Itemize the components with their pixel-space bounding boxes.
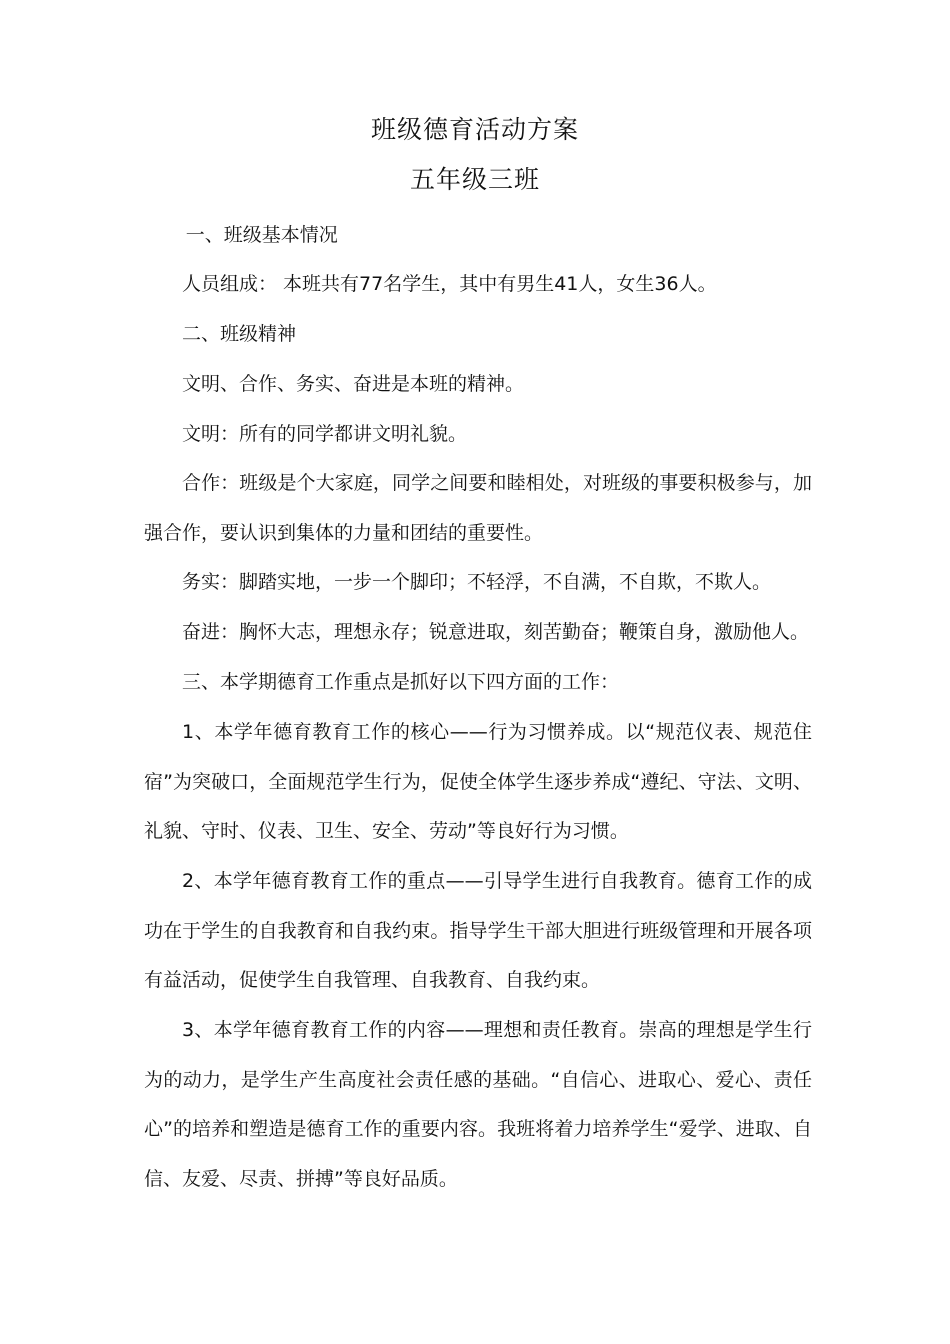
paragraph-progress: 奋进：胸怀大志，理想永存；锐意进取，刻苦勤奋；鞭策自身，激励他人。: [182, 621, 810, 643]
paragraph-member-composition: 人员组成： 本班共有77名学生，其中有男生41人，女生36人。: [182, 273, 717, 295]
paragraph-point-3: 3、本学年德育教育工作的内容——理想和责任教育。崇高的理想是学生行为的动力，是学生产生高度社会责任感的基础。“自信心、进取心、爱心、责任心”的培养和塑造是德育工作的重要内容。我班将着力培养学生“爱学、进取、自信、友爱、尽责、拼搏”等良好品质。: [144, 1019, 812, 1190]
paragraph-spirit-summary: 文明、合作、务实、奋进是本班的精神。: [182, 373, 525, 395]
paragraph-civility: 文明：所有的同学都讲文明礼貌。: [182, 423, 468, 445]
paragraph-cooperation: 合作：班级是个大家庭，同学之间要和睦相处，对班级的事要积极参与，加强合作，要认识到集体的力量和团结的重要性。: [144, 472, 812, 544]
section-heading-key-work: 三、本学期德育工作重点是抓好以下四方面的工作：: [182, 671, 620, 693]
paragraph-point-2: 2、本学年德育教育工作的重点——引导学生进行自我教育。德育工作的成功在于学生的自我教育和自我约束。指导学生干部大胆进行班级管理和开展各项有益活动，促使学生自我管理、自我教育、自我约束。: [144, 870, 812, 992]
document-title: 班级德育活动方案: [370, 115, 579, 144]
section-heading-class-spirit: 二、班级精神: [182, 323, 297, 345]
paragraph-pragmatism: 务实：脚踏实地，一步一个脚印；不轻浮，不自满，不自欺，不欺人。: [182, 571, 772, 593]
paragraph-point-1: 1、本学年德育教育工作的核心——行为习惯养成。以“规范仪表、规范住宿”为突破口，全面规范学生行为，促使全体学生逐步养成“遵纪、守法、文明、礼貌、守时、仪表、卫生、安全、劳动”等良好行为习惯。: [144, 721, 812, 843]
section-heading-basic-info: 一、班级基本情况: [185, 224, 338, 246]
document-subtitle: 五年级三班: [409, 165, 540, 194]
